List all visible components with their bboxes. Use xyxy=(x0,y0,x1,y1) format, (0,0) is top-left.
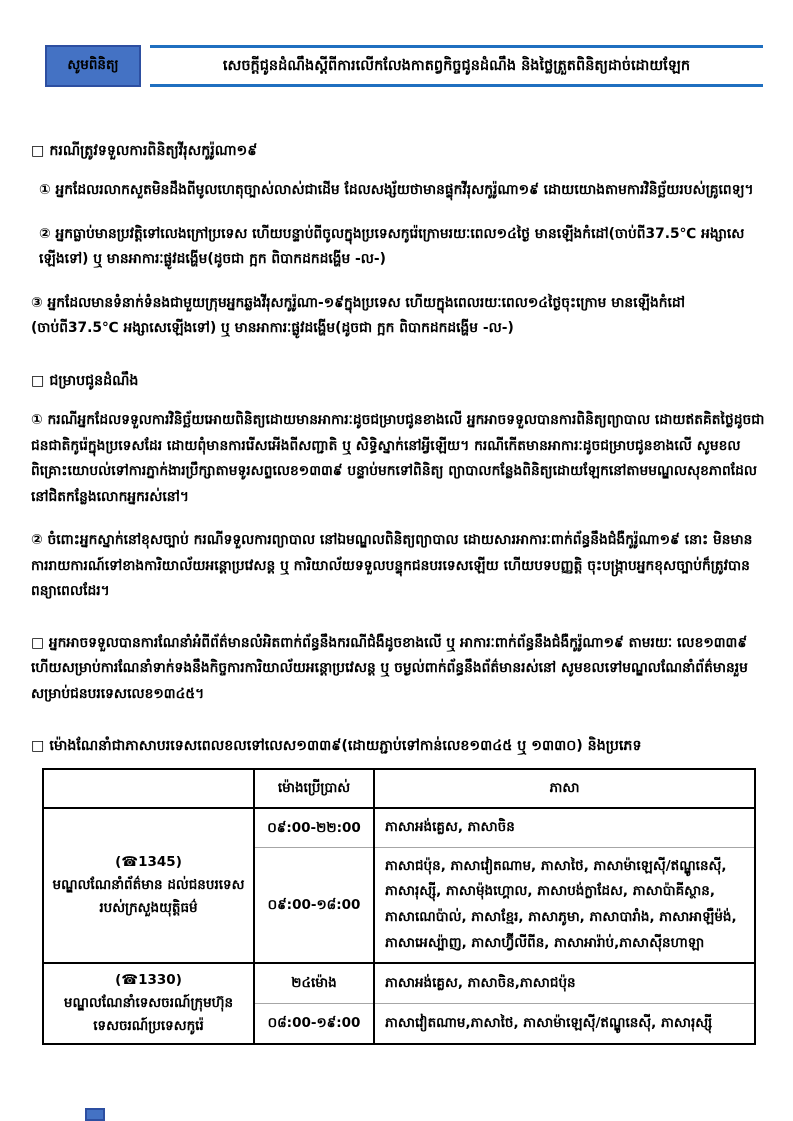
title-rule-block xyxy=(150,45,763,87)
table-row xyxy=(43,963,755,1003)
center-1345-name: មណ្ឌលណែនាំព័ត៌មាន ដល់ជនបរទេសរបស់ក្រសួងយុត្តិធម៌ xyxy=(52,877,245,917)
language-column-header: ភាសា xyxy=(374,769,755,809)
hours-paragraph: □ ម៉ោងណែនាំជាភាសាបរទេសពេលខលទៅលេស១៣៣៩(ដោយភ្ជាប់ទៅកាន់លេខ១៣៤៥ ឬ ១៣៣០) និងប្រភេទ xyxy=(31,738,642,755)
criteria-item-2: ② អ្នកធ្លាប់មានប្រវត្តិទៅលេងក្រៅប្រទេស ហើយបន្ទាប់ពីចូលក្នុងប្រទេសកូរ៉េក្រោមរយៈពេល១៤ថ្ងៃ មានឡើងកំដៅ(ចាប់ពី37.5℃ អង្សាសេឡើងទៅ) ឬ មានអាការៈផ្លូវដង្ហើម(ដូចជា ក្អក ពិបាកដកដង្ហើម -ល-) xyxy=(39,225,745,268)
language-hours-table xyxy=(42,768,756,1046)
criteria-item-3: ③ អ្នកដែលមានទំនាក់ទំនងជាមួយក្រុមអ្នកឆ្លងវីរុសកូរ៉ូណា-១៩ក្នុងប្រទេស ហើយក្នុងពេលរយៈពេល១៤ថ្ងៃចុះក្រោម មានឡើងកំដៅ (ចាប់ពី37.5℃ អង្សាសេឡើងទៅ) ឬ មានអាការៈផ្លូវដង្ហើម(ដូចជា ក្អក ពិបាកដកដង្ហើម -ល-) xyxy=(31,294,685,337)
center-1330-name: មណ្ឌលណែនាំទេសចរណ៍ក្រុមហ៊ុន ទេសចរណ៍ប្រទេសកូរ៉េ xyxy=(63,995,234,1035)
section-criteria-heading: □ ករណីត្រូវទទួលការពិនិត្យវីរុសកូរ៉ូណា១៩ xyxy=(31,143,258,159)
center-1330-cell xyxy=(43,963,254,1044)
hours-cell: ០៨:00-១៩:00 xyxy=(254,1004,374,1044)
next-page-label-partial xyxy=(85,1108,105,1121)
page-title: សេចក្តីជូនដំណឹងស្តីពីការលើកលែងកាតព្វកិច្ចជូនដំណឹង និងថ្លៃត្រួតពិនិត្យដាច់ដោយឡែក xyxy=(222,57,691,74)
section-notice-heading: □ ជម្រាបជូនដំណឹង xyxy=(31,372,139,389)
phone-icon: ☎ xyxy=(121,854,139,871)
languages-cell: ភាសាអង់គ្លេស, ភាសាចិន xyxy=(374,808,755,847)
hours-cell: ២៤ម៉ោង xyxy=(254,963,374,1003)
hours-cell: ០៩:00-២២:00 xyxy=(254,808,374,847)
center-1345-cell xyxy=(43,808,254,963)
review-label-box xyxy=(45,45,141,87)
languages-cell: ភាសាវៀតណាម,ភាសាថៃ, ភាសាម៉ាឡេស៊ី/ឥណ្ឌូនេស៊ី, ភាសារុស្ស៊ី xyxy=(374,1004,755,1044)
phone-number: 1345 xyxy=(138,854,176,871)
table-row xyxy=(43,808,755,847)
notice-item-2: ② ចំពោះអ្នកស្នាក់នៅខុសច្បាប់ ករណីទទួលការព្យាបាល នៅឯមណ្ឌលពិនិត្យព្យាបាល ដោយសារអាការៈពាក់ព័ន្ធនឹងជំងឺកូរ៉ូណា១៩ នោះ មិនមានការរាយការណ៍ទៅខាងការិយាល័យអន្តោប្រវេសន្ត ឬ ការិយាល័យទទួលបន្ទុកជនបរទេសឡើយ ហើយបទបញ្ញត្តិ ចុះបង្ក្រាបអ្នកខុសច្បាប់ក៏ត្រូវបានពន្យាពេលដែរ។ xyxy=(31,532,753,600)
empty-corner-cell xyxy=(43,769,254,809)
document-header xyxy=(45,45,763,87)
hours-cell: ០៩:00-១៨:00 xyxy=(254,847,374,963)
phone-label-1345: (☎1345) xyxy=(115,854,182,871)
review-label: សូមពិនិត្យ xyxy=(67,57,119,73)
criteria-item-1: ① អ្នកដែលរលាកសួតមិនដឹងពីមូលហេតុច្បាស់លាស់ជាដើម ដែលសង្ស័យថាមានផ្ទុកវីរុសកូរ៉ូណា១៩ ដោយយោងតាមការវិនិច្ឆ័យរបស់គ្រូពេទ្យ។ xyxy=(39,182,754,199)
phone-label-1330: (☎1330) xyxy=(115,972,182,989)
document-body xyxy=(25,138,765,1045)
phone-number: 1330 xyxy=(138,972,176,989)
table-header-row xyxy=(43,769,755,809)
hours-column-header: ម៉ោងប្រើប្រាស់ xyxy=(254,769,374,809)
phone-icon: ☎ xyxy=(121,972,139,989)
languages-cell: ភាសាជប៉ុន, ភាសាវៀតណាម, ភាសាថៃ, ភាសាម៉ាឡេស៊ី/ឥណ្ឌូនេស៊ី, ភាសារុស្ស៊ី, ភាសាម៉ុងហ្គោល, ភាសាបង់ក្លាដែស, ភាសាប៉ាគីស្ថាន, ភាសាណេប៉ាល់, ភាសាខ្មែរ, ភាសាភូមា, ភាសាបារាំង, ភាសាអាឡឺម៉ង់, ភាសាអេស្ប៉ាញ, ភាសាហ្វ៊ីលីពីន, ភាសាអារ៉ាប់,ភាសាស៊ីនហាឡា xyxy=(374,847,755,963)
info-paragraph: □ អ្នកអាចទទួលបានការណែនាំអំពីព័ត៌មានលំអិតពាក់ព័ន្ធនឹងករណីជំងឺដូចខាងលើ ឬ អាការៈពាក់ព័ន្ធនឹងជំងឺកូរ៉ូណា១៩ តាមរយៈ លេខ១៣៣៩ ហើយសម្រាប់ការណែនាំទាក់ទងនឹងកិច្ចការការិយាល័យអន្តោប្រវេសន្ត ឬ ចម្ងល់ពាក់ព័ន្ធនឹងព័ត៌មានរស់នៅ សូមខលទៅមណ្ឌលណែនាំព័ត៌មានរួមសម្រាប់ជនបរទេសលេខ១៣៤៥។ xyxy=(31,634,748,702)
notice-item-1: ① ករណីអ្នកដែលទទួលការវិនិច្ឆ័យអោយពិនិត្យដោយមានអាការៈដូចជម្រាបជូនខាងលើ អ្នកអាចទទួលបានការពិនិត្យព្យាបាល ដោយឥតគិតថ្លៃដូចជាជនជាតិកូរ៉េក្នុងប្រទេសដែរ ដោយពុំមានការរើសអើងពីសញ្ជាតិ ឬ សិទ្ធិស្នាក់នៅអ្វីឡើយ។ ករណីកើតមានអាការៈដូចជម្រាបជូនខាងលើ សូមខលពិគ្រោះយោបល់ទៅការភ្នាក់ងារប្រឹក្សាតាមទូរសព្ទលេខ១៣៣៩ បន្ទាប់មកទៅពិនិត្យ ព្យាបាលកន្លែងពិនិត្យដោយឡែកនៅតាមមណ្ឌលសុខភាពដែលនៅជិតកន្លែងលោកអ្នករស់នៅ។ xyxy=(31,412,765,505)
languages-cell: ភាសាអង់គ្លេស, ភាសាចិន,ភាសាជប៉ុន xyxy=(374,963,755,1003)
